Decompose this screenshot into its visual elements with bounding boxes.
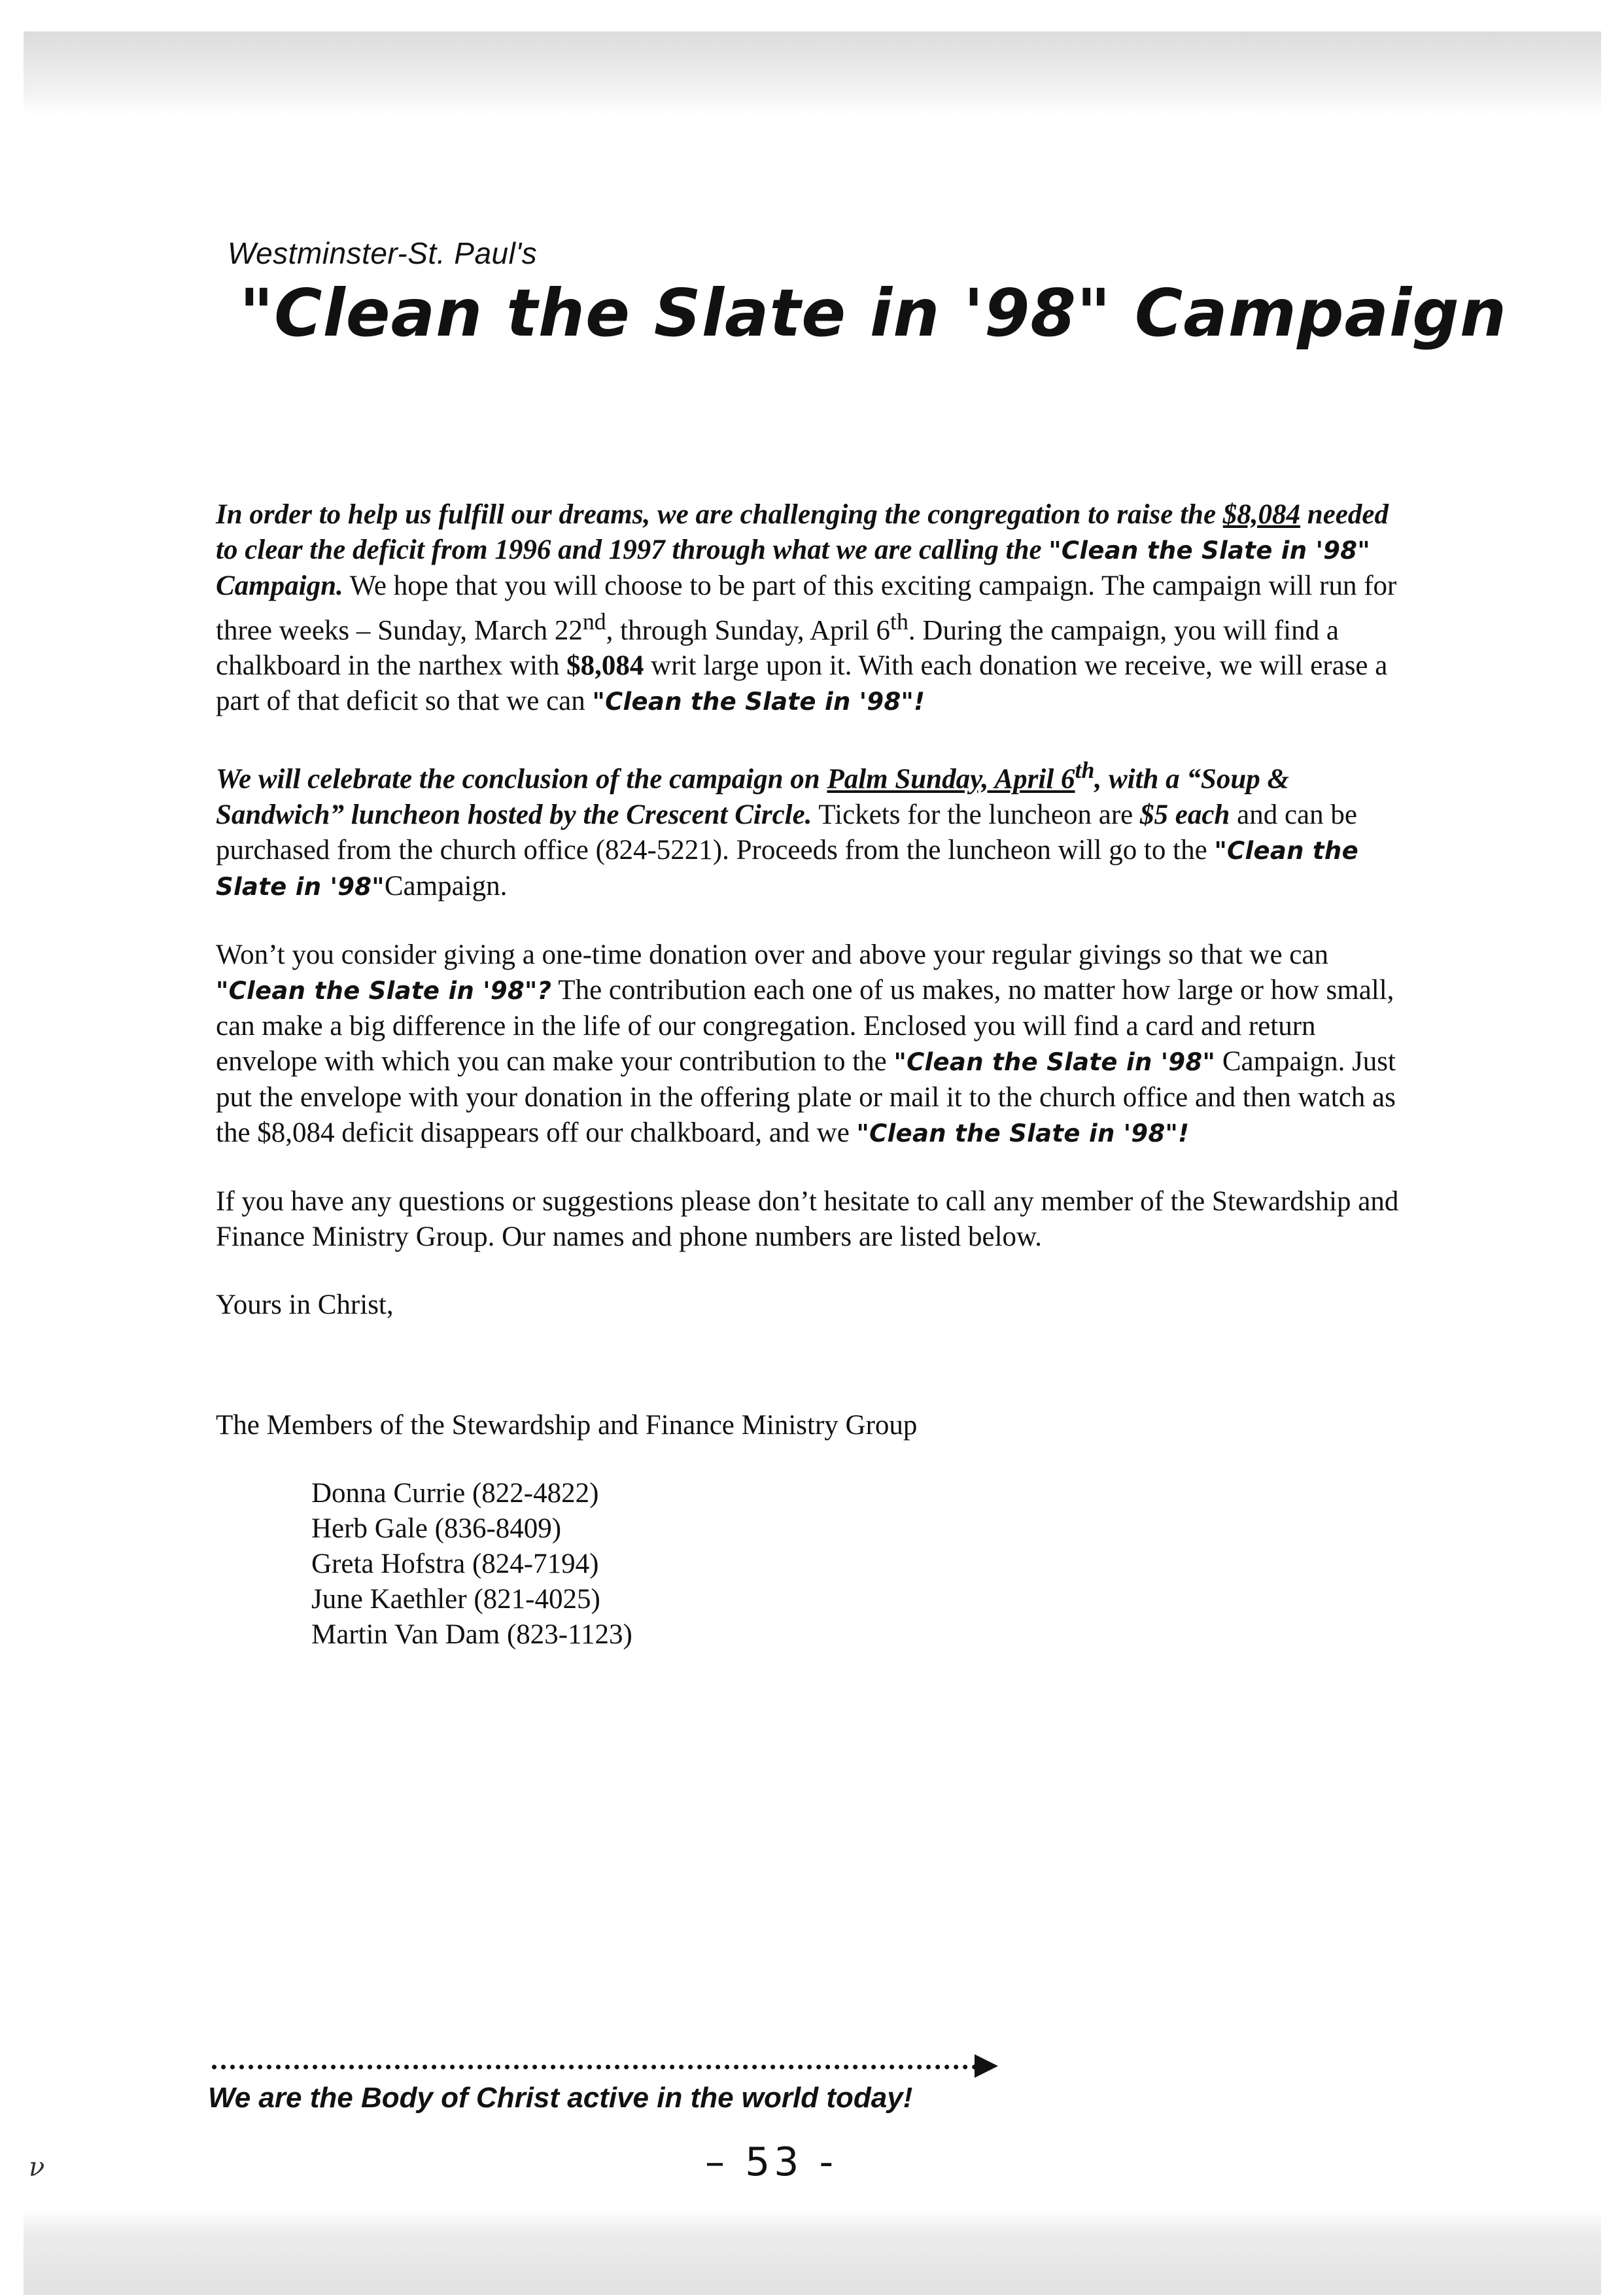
donation-envelope: Campaign. Just put the envelope with your donation in the offering plate or mail it to the church office and then watch as the $8,084 deficit disappears off our chalkboard, and we (216, 1045, 1396, 1148)
luncheon-tickets: Tickets for the luncheon are (812, 799, 1141, 830)
closing: Yours in Christ, (216, 1289, 394, 1320)
page-number: – 53 - (705, 2139, 838, 2185)
ordinal-nd: nd (582, 608, 606, 635)
member-item: Martin Van Dam (823-1123) (311, 1619, 632, 1650)
intro-through: , through Sunday, April 6 (606, 615, 891, 646)
luncheon-lead: We will celebrate the conclusion of the campaign on (216, 763, 827, 795)
paragraph-luncheon (216, 752, 1413, 904)
chalkboard-amount: $8,084 (566, 650, 644, 682)
intro-deficit: needed to clear the deficit from 1996 and 1997 through what we are calling the (216, 499, 1389, 565)
scan-shadow-bottom (24, 2209, 1601, 2295)
member-item: June Kaethler (821-4025) (311, 1583, 600, 1615)
campaign-name-exclaim: "Clean the Slate in '98"! (592, 688, 925, 716)
palm-sunday-date: Palm Sunday, April 6 (827, 763, 1075, 795)
donation-contribution: The contribution each one of us makes, no matter how large or how small, can make a big difference in the life of our congregation. Enclosed you will find a card and return envelope with which you can make your contribution to the (216, 974, 1394, 1077)
intro-schedule: We hope that you will choose to be part of this exciting campaign. The campaign will run for three weeks – Sunday, March 22 (216, 570, 1397, 646)
signature: The Members of the Stewardship and Finance Ministry Group (216, 1409, 918, 1441)
ordinal-th: th (890, 608, 908, 635)
intro-campaign-word: Campaign. (216, 570, 343, 601)
paragraph-donation (216, 937, 1413, 1151)
donation-lead: Won’t you consider giving a one-time donation over and above your regular givings so that we can (216, 939, 1328, 970)
campaign-name: "Clean the Slate in '98" (1048, 536, 1370, 565)
intro-lead: In order to help us fulfill our dreams, we are challenging the congregation to raise the (216, 499, 1223, 530)
campaign-name-exclaim: "Clean the Slate in '98"! (856, 1119, 1190, 1148)
intro-chalkboard: . During the campaign, you will find a chalkboard in the narthex with (216, 615, 1339, 682)
campaign-name: "Clean the Slate in '98" (893, 1047, 1216, 1076)
campaign-name-question: "Clean the Slate in '98"? (216, 976, 552, 1005)
ordinal-th: th (1075, 757, 1095, 784)
paragraph-questions: If you have any questions or suggestions please don’t hesitate to call any member of the Stewardship and Finance Ministry Group. Our names and phone numbers are listed below. (216, 1185, 1399, 1252)
church-name: Westminster-St. Paul's (228, 236, 538, 270)
paragraph-intro (216, 497, 1413, 720)
tagline-text: We are the Body of Christ active in the world today! (208, 2082, 913, 2114)
ticket-price: $5 each (1140, 799, 1230, 830)
scan-shadow-top (24, 31, 1601, 116)
signature-gap (216, 1356, 1413, 1408)
member-item: Herb Gale (836-8409) (311, 1513, 562, 1544)
arrow-right-icon (975, 2054, 998, 2078)
luncheon-purchase: and can be purchased from the church office (824-5221). Proceeds from the luncheon will go to the (216, 799, 1357, 866)
luncheon-host: , with a “Soup & Sandwich” luncheon hosted by the Crescent Circle. (216, 763, 1289, 830)
member-item: Donna Currie (822-4822) (311, 1477, 599, 1509)
luncheon-campaign-word: Campaign. (384, 870, 508, 902)
goal-amount: $8,084 (1222, 499, 1301, 530)
dotted-rule (212, 2065, 977, 2069)
page-title: "Clean the Slate in '98" Campaign (239, 275, 1508, 351)
member-list (216, 1476, 1413, 1653)
handwritten-margin-mark: ν (29, 2152, 45, 2182)
letter-body (216, 497, 1413, 1653)
member-item: Greta Hofstra (824-7194) (311, 1548, 599, 1579)
intro-erase: writ large upon it. With each donation we receive, we will erase a part of that deficit so that we can (216, 650, 1388, 717)
campaign-name: "Clean the Slate in '98" (216, 836, 1358, 901)
